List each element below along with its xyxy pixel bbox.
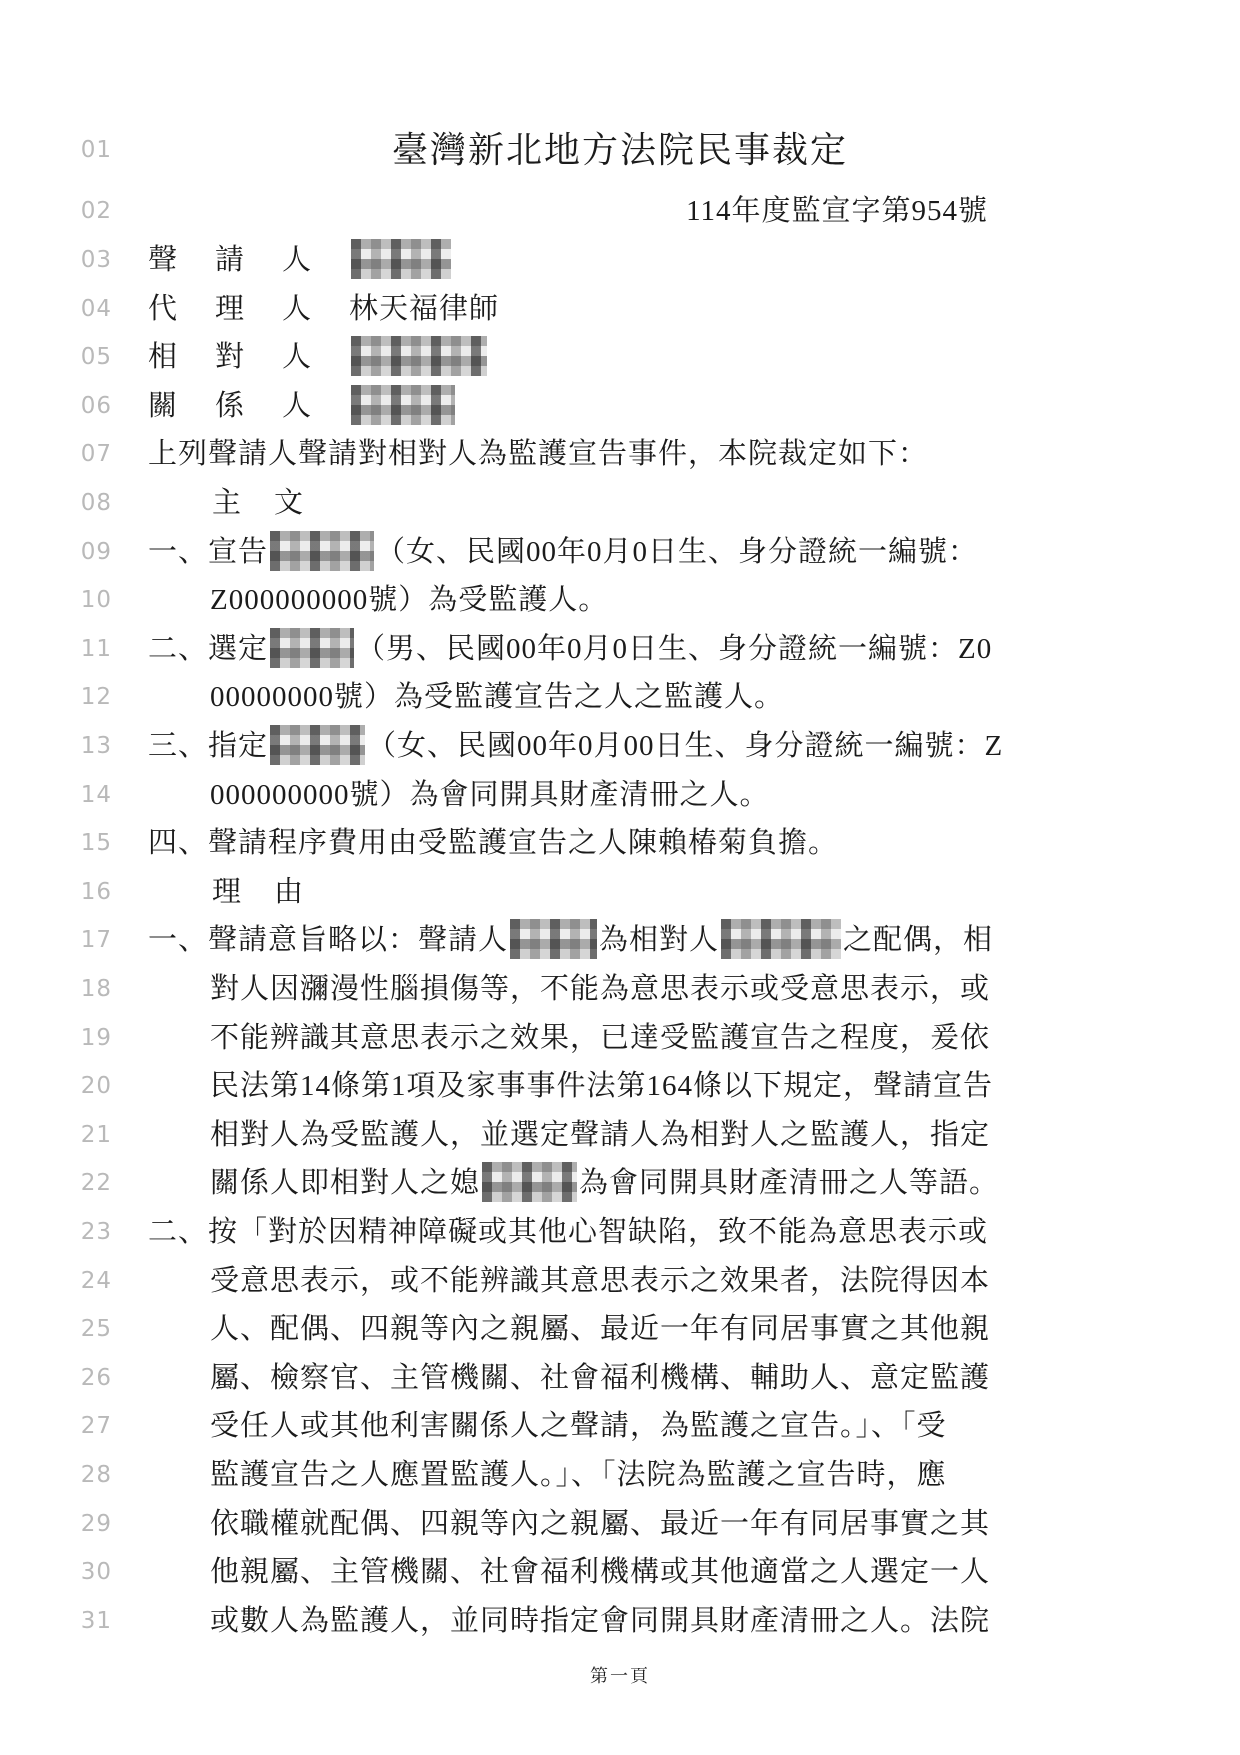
body-text-segment: 監護宣告之人應置監護人。」、「法院為監護之宣告時，應 <box>210 1459 947 1491</box>
document-line <box>0 236 1240 284</box>
page-number-footer: 第一頁 <box>590 1666 650 1686</box>
body-text-segment: 一、宣告 <box>148 536 269 568</box>
redacted-name <box>482 1162 577 1202</box>
redacted-name <box>270 531 374 571</box>
body-text-segment: 二、選定 <box>148 633 269 665</box>
redacted-name <box>270 725 365 765</box>
line-number: 04 <box>80 296 112 322</box>
body-text-segment: 為會同開具財產清冊之人等語。 <box>579 1167 1000 1199</box>
line-number: 30 <box>80 1559 112 1585</box>
party-role-label: 代理人 <box>148 293 350 325</box>
body-text <box>148 1354 1050 1402</box>
party-role-label: 關係人 <box>148 390 350 422</box>
body-text-segment: 受任人或其他利害關係人之聲請，為監護之宣告。」、「受 <box>210 1410 947 1442</box>
document-line <box>0 1500 1240 1548</box>
document-line <box>0 1597 1240 1645</box>
body-text-segment: （女、民國00年0月00日生、身分證統一編號：Z <box>367 730 1004 762</box>
body-text-segment: 三、指定 <box>148 730 269 762</box>
document-line <box>0 1451 1240 1499</box>
line-number: 25 <box>80 1316 112 1342</box>
document-title: 臺灣新北地方法院民事裁定 <box>391 130 848 170</box>
line-number: 18 <box>80 976 112 1002</box>
body-text-segment: 相對人為受監護人，並選定聲請人為相對人之監護人，指定 <box>210 1119 991 1151</box>
body-text-segment: 對人因瀰漫性腦損傷等，不能為意思表示或受意思表示，或 <box>210 973 991 1005</box>
document-line <box>0 1354 1240 1402</box>
document-line <box>0 1305 1240 1353</box>
party-row <box>148 333 988 381</box>
body-text <box>148 576 1050 624</box>
document-line <box>0 868 1240 916</box>
document-line <box>0 673 1240 721</box>
body-text-segment: （男、民國00年0月0日生、身分證統一編號：Z0 <box>356 633 993 665</box>
line-number: 29 <box>80 1511 112 1537</box>
line-number: 02 <box>80 198 112 224</box>
line-number: 23 <box>80 1219 112 1245</box>
body-text-segment: （女、民國00年0月0日生、身分證統一編號： <box>376 536 979 568</box>
document-line <box>0 479 1240 527</box>
line-number: 09 <box>80 539 112 565</box>
line-number: 13 <box>80 733 112 759</box>
party-role-label: 相對人 <box>148 341 350 373</box>
line-number: 22 <box>80 1170 112 1196</box>
line-number: 24 <box>80 1268 112 1294</box>
line-number: 10 <box>80 587 112 613</box>
redacted-name <box>721 919 841 959</box>
body-text <box>148 819 988 867</box>
line-number: 19 <box>80 1025 112 1051</box>
body-text-segment: 00000000號）為受監護宣告之人之監護人。 <box>210 681 785 713</box>
document-line <box>0 916 1240 964</box>
body-text <box>148 965 1050 1013</box>
body-text-segment: Z000000000號）為受監護人。 <box>210 584 609 616</box>
body-text <box>148 1305 1050 1353</box>
document-line <box>0 1208 1240 1256</box>
body-text-segment: 二、按「對於因精神障礙或其他心智缺陷，致不能為意思表示或 <box>148 1216 989 1248</box>
line-number: 06 <box>80 393 112 419</box>
body-text <box>148 1208 988 1256</box>
body-text-segment: 一、聲請意旨略以：聲請人 <box>148 924 509 956</box>
document-line <box>0 1257 1240 1305</box>
document-line <box>0 771 1240 819</box>
redacted-name <box>351 336 487 376</box>
body-text-segment: 上列聲請人聲請對相對人為監護宣告事件，本院裁定如下： <box>148 438 929 470</box>
body-text-segment: 他親屬、主管機關、社會福利機構或其他適當之人選定一人 <box>210 1556 991 1588</box>
body-text <box>148 430 988 478</box>
document-line <box>0 722 1240 770</box>
party-name: 林天福律師 <box>349 293 500 325</box>
document-line <box>0 528 1240 576</box>
body-text <box>148 528 988 576</box>
body-text-segment: 四、聲請程序費用由受監護宣告之人陳賴椿菊負擔。 <box>148 827 839 859</box>
document-line <box>0 333 1240 381</box>
body-text-segment: 屬、檢察官、主管機關、社會福利機構、輔助人、意定監護 <box>210 1362 991 1394</box>
body-text-segment: 或數人為監護人，並同時指定會同開具財產清冊之人。法院 <box>210 1605 991 1637</box>
body-text-segment: 為相對人 <box>599 924 720 956</box>
section-heading: 理 由 <box>212 876 306 908</box>
redacted-name <box>351 239 451 279</box>
body-text <box>148 771 1050 819</box>
document-line <box>0 965 1240 1013</box>
line-number: 03 <box>80 247 112 273</box>
document-line <box>0 126 1240 174</box>
body-text-segment: 人、配偶、四親等內之親屬、最近一年有同居事實之其他親 <box>210 1313 991 1345</box>
document-line <box>0 1062 1240 1110</box>
line-number: 14 <box>80 782 112 808</box>
document-line <box>0 1014 1240 1062</box>
body-text <box>148 722 1004 770</box>
case-number: 114年度監宣字第954號 <box>686 195 988 227</box>
body-text <box>148 1500 1050 1548</box>
body-text-segment: 之配偶，相 <box>843 924 994 956</box>
body-text <box>148 673 1050 721</box>
body-text-segment: 關係人即相對人之媳 <box>210 1167 481 1199</box>
line-number: 07 <box>80 441 112 467</box>
line-number: 05 <box>80 344 112 370</box>
line-number: 11 <box>80 636 112 662</box>
line-number: 01 <box>80 137 112 163</box>
line-number: 17 <box>80 927 112 953</box>
section-heading: 主 文 <box>212 487 306 519</box>
body-text-segment: 依職權就配偶、四親等內之親屬、最近一年有同居事實之其 <box>210 1508 991 1540</box>
body-text <box>148 1548 1050 1596</box>
party-row <box>148 285 988 333</box>
document-line <box>0 1111 1240 1159</box>
document-line <box>0 625 1240 673</box>
redacted-name <box>510 919 597 959</box>
body-text <box>148 1159 1050 1207</box>
body-text <box>148 1451 1050 1499</box>
document-line <box>0 1159 1240 1207</box>
party-row <box>148 382 988 430</box>
party-role-label: 聲請人 <box>148 244 350 276</box>
line-number: 28 <box>80 1462 112 1488</box>
document-line <box>0 382 1240 430</box>
document-line <box>0 576 1240 624</box>
line-number: 12 <box>80 684 112 710</box>
body-text <box>148 1402 1050 1450</box>
line-number: 16 <box>80 879 112 905</box>
document-line <box>0 285 1240 333</box>
line-number: 21 <box>80 1122 112 1148</box>
line-number: 31 <box>80 1608 112 1634</box>
body-text-segment: 受意思表示，或不能辨識其意思表示之效果者，法院得因本 <box>210 1265 991 1297</box>
document-line <box>0 819 1240 867</box>
document-line <box>0 430 1240 478</box>
document-line <box>0 1548 1240 1596</box>
body-text <box>148 1111 1050 1159</box>
body-text <box>148 1597 1050 1645</box>
party-row <box>148 236 988 284</box>
line-number: 27 <box>80 1413 112 1439</box>
body-text <box>148 625 993 673</box>
body-text <box>148 916 994 964</box>
body-text-segment: 不能辨識其意思表示之效果，已達受監護宣告之程度，爰依 <box>210 1022 991 1054</box>
body-text <box>148 1014 1050 1062</box>
body-text-segment: 民法第14條第1項及家事事件法第164條以下規定，聲請宣告 <box>210 1070 994 1102</box>
body-text <box>148 1257 1050 1305</box>
document-line <box>0 1402 1240 1450</box>
line-number: 26 <box>80 1365 112 1391</box>
line-number: 15 <box>80 830 112 856</box>
body-text-segment: 000000000號）為會同開具財產清冊之人。 <box>210 779 770 811</box>
line-number: 08 <box>80 490 112 516</box>
body-text <box>148 1062 1050 1110</box>
redacted-name <box>351 385 455 425</box>
document-line <box>0 187 1240 235</box>
line-number: 20 <box>80 1073 112 1099</box>
redacted-name <box>270 628 354 668</box>
